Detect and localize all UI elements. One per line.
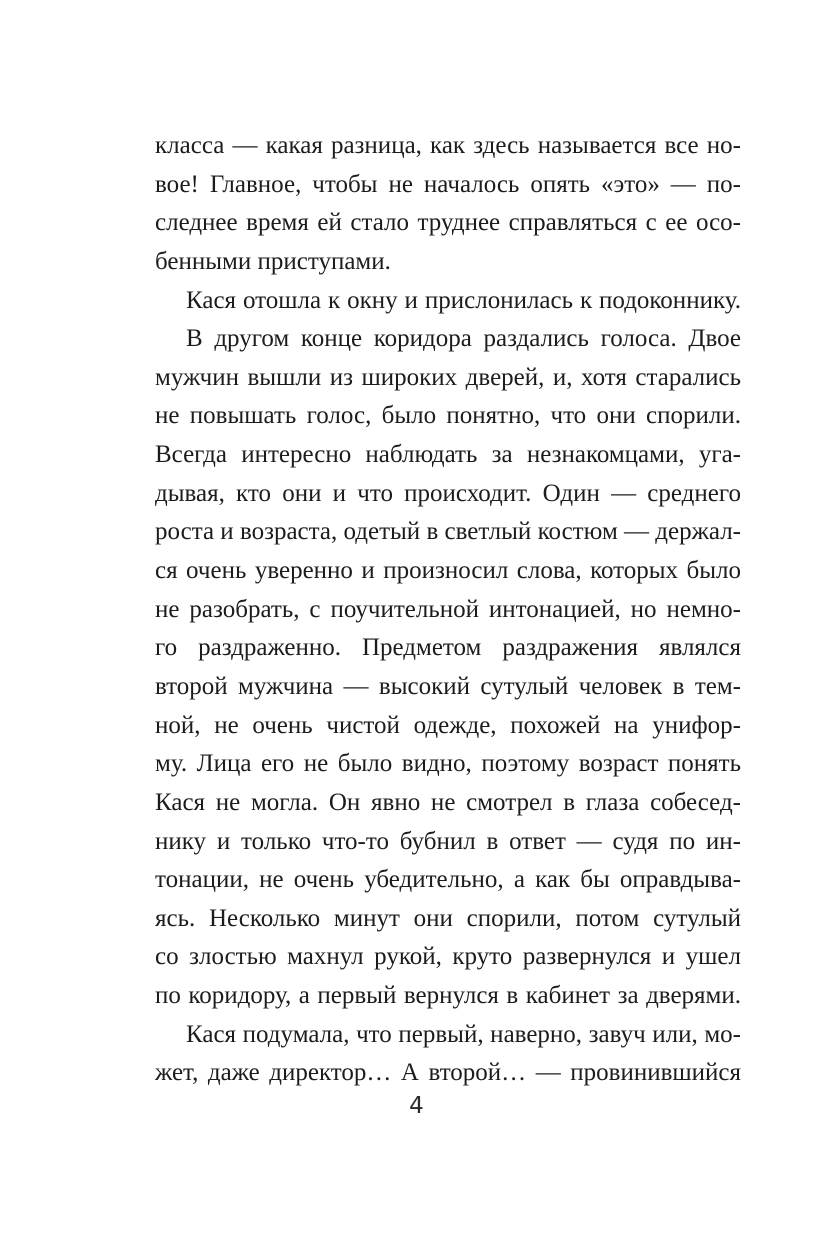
text-line: со злостью махнул рукой, круто развернулся и ушел (155, 943, 741, 971)
text-line: роста и возраста, одетый в светлый костюм — держал- (155, 518, 741, 546)
text-line: дывая, кто они и что происходит. Один — среднего (155, 479, 741, 507)
text-line: Кася подумала, что первый, наверно, завуч или, мо- (186, 1020, 741, 1048)
text-line: вое! Главное, чтобы не началось опять «это» — по- (155, 170, 741, 198)
text-line: не повышать голос, было понятно, что они спорили. (155, 402, 741, 430)
text-line: ной, не очень чистой одежде, похожей на унифор- (155, 711, 741, 739)
text-line: нику и только что-то бубнил в ответ — судя по ин- (155, 827, 741, 855)
text-line: му. Лица его не было видно, поэтому возраст понять (155, 750, 741, 778)
text-line: по коридору, а первый вернулся в кабинет за дверями. (155, 982, 741, 1010)
text-line: класса — какая разница, как здесь называется все но- (155, 132, 741, 159)
text-line: второй мужчина — высокий сутулый человек в тем- (155, 672, 741, 700)
page-number: 4 (409, 1093, 424, 1119)
text-line: Всегда интересно наблюдать за незнакомцами, уга- (155, 441, 741, 469)
body-text (155, 127, 741, 1093)
text-line: бенными приступами. (155, 247, 391, 275)
text-line: не разобрать, с поучительной интонацией, но немно- (155, 595, 741, 623)
text-line: тонации, не очень убедительно, а как бы оправдыва- (155, 866, 741, 894)
text-line: Кася не могла. Он явно не смотрел в глаза собесед- (155, 788, 741, 816)
text-line: В другом конце коридора раздались голоса. Двое (186, 325, 741, 353)
text-line: жет, даже директор… А второй… — провинившийся (155, 1059, 741, 1087)
text-line: ся очень уверенно и произносил слова, которых было (155, 557, 741, 585)
text-line: го раздраженно. Предметом раздражения являлся (155, 634, 741, 662)
text-line: Кася отошла к окну и прислонилась к подоконнику. (186, 286, 741, 314)
text-line: следнее время ей стало труднее справляться с ее осо- (155, 209, 741, 237)
text-line: мужчин вышли из широких дверей, и, хотя старались (155, 363, 741, 391)
text-line: ясь. Несколько минут они спорили, потом сутулый (155, 904, 741, 932)
